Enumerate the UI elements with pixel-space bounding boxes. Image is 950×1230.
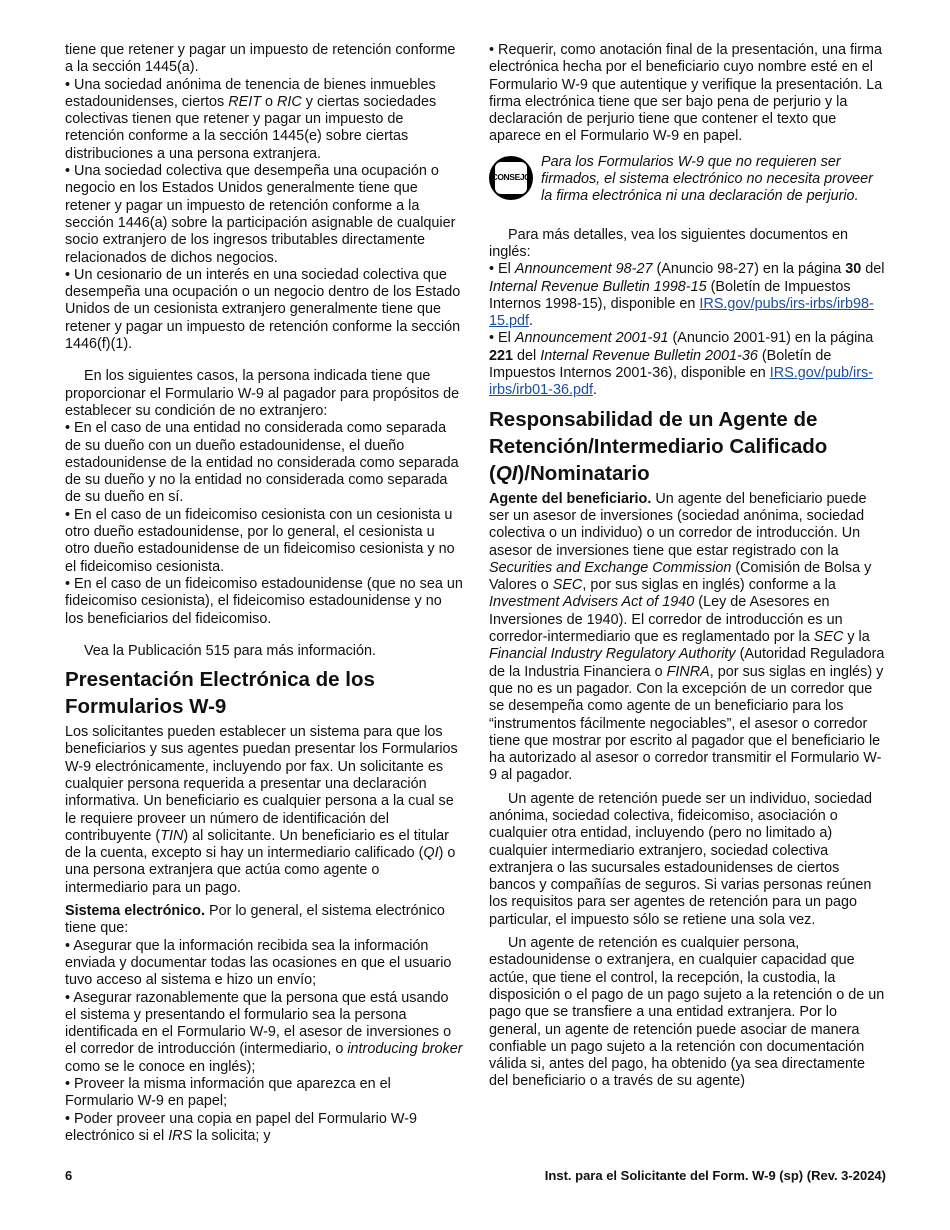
paragraph: Para más detalles, vea los siguientes documentos en inglés: xyxy=(489,226,848,260)
bullet-item: • En el caso de una entidad no considerada como separada de su dueño con un dueño estadounidense, el dueño estadounidense de la entidad no considerada como separada de su dueño y no la entidad no considerada como separada de su dueño en sí. xyxy=(65,420,463,506)
irb98-15-link[interactable]: IRS.gov/pubs/irs-irbs/irb98-15.pdf xyxy=(489,295,874,330)
paragraph: Agente del beneficiario. Un agente del beneficiario puede ser un asesor de inversiones (sociedad anónima, sociedad colectiva o un individuo) o un corredor de introducción. Un asesor de inversiones tiene que estar registrado con la Securities and Exchange Commission (Comisión de Bolsa y Valores o SEC, por sus siglas en inglés) conforme a la Investment Advisers Act of 1940 (Ley de Asesores en Inversiones de 1940). El corredor de introducción es un corredor-intermediario que es reglamentado por la SEC y la Financial Industry Regulatory Authority (Autoridad Reguladora de la Industria Financiera o FINRA, por sus siglas en inglés) y que no es un pagador. Con la excepción de un corredor que se desempeña como agente de un beneficiario para los “instrumentos fácilmente negociables”, el asesor o corredor tiene que mostrar por escrito al pagador que el beneficiario le ha autorizado al asesor o corredor transmitir el Formulario W-9 al pagador. xyxy=(489,490,885,784)
paragraph: Vea la Publicación 515 para más información. xyxy=(84,642,376,659)
paragraph: tiene que retener y pagar un impuesto de retención conforme a la sección 1445(a). xyxy=(65,42,456,76)
bullet-item: • Asegurar que la información recibida sea la información enviada y documentar todas las ocasiones en que el usuario tuvo acceso al sistema e hizo un envío; xyxy=(65,938,463,990)
tip-label: CONSEJO xyxy=(491,171,531,182)
paragraph: Los solicitantes pueden establecer un sistema para que los beneficiarios y sus agentes puedan presentar los Formularios W-9 electrónicamente, incluyendo por fax. Un solicitante es cualquier persona requerida a presentar una declaración informativa. Un beneficiario es cualquier persona a la cual se le requiere proveer un número de identificación del contribuyente (TIN) al solicitante. Un beneficiario es el titular de la cuenta, excepto si hay un intermediario calificado (QI) o una persona extranjera que actúa como agente o intermediario para un pago. xyxy=(65,724,458,896)
paragraph: Un agente de retención puede ser un individuo, sociedad anónima, sociedad colectiva, fideicomiso, asociación o cualquier otra entidad, incluyendo (pero no limitado a) cualquier intermediario extranjero, sociedad colectiva extranjera o las sucursales estadounidenses de ciertos bancos y compañías de seguros. Si varias personas reúnen los requisitos para ser agentes de retención para un pago particular, el impuesto sólo se retiene una sola vez. xyxy=(489,790,873,928)
bullet-item: • El Announcement 98-27 (Anuncio 98-27) en la página 30 del Internal Revenue Bulletin 1998-15 (Boletín de Impuestos Internos 1998-15), disponible en IRS.gov/pubs/irs-irbs/irb98-15.pdf. xyxy=(489,261,886,330)
bullet-item: • En el caso de un fideicomiso cesionista con un cesionista u otro dueño estadounidense, por lo general, el cesionista u otro dueño estadounidense de un fideicomiso cesionista y no el fideicomiso cesionista. xyxy=(65,507,463,576)
paragraph: En los siguientes casos, la persona indicada tiene que proporcionar el Formulario W-9 al pagador para propósitos de establecer su condición de no extranjero: xyxy=(65,368,460,419)
section-heading: Responsabilidad de un Agente de Retención/Intermediario Calificado (QI)/Nominatario xyxy=(489,407,828,485)
bullet-item: • Una sociedad colectiva que desempeña una ocupación o negocio en los Estados Unidos generalmente tiene que retener y pagar un impuesto de retención conforme a la sección 1446(a) sobre la participación asignable de cualquier socio extranjero de los ingresos tributables directamente relacionados de dichos negocios. xyxy=(65,163,463,267)
irb01-36-link[interactable]: IRS.gov/pub/irs-irbs/irb01-36.pdf xyxy=(489,365,873,399)
footer-title: Inst. para el Solicitante del Form. W-9 (sp) (Rev. 3-2024) xyxy=(544,1168,886,1183)
section-heading: Presentación Electrónica de los Formularios W-9 xyxy=(65,668,375,719)
tip-icon xyxy=(489,156,533,200)
tip-box xyxy=(489,154,886,206)
bullet-item: • Requerir, como anotación final de la presentación, una firma electrónica hecha por el beneficiario cuyo nombre esté en el Formulario W-9 que autentique y verifique la presentación. La firma electrónica tiene que ser bajo pena de perjurio y la declaración de perjurio tiene que contener el texto que aparece en el Formulario W-9 en papel. xyxy=(489,42,886,146)
bullet-item: • Proveer la misma información que aparezca en el Formulario W-9 en papel; xyxy=(65,1076,463,1111)
bullet-item: • El Announcement 2001-91 (Anuncio 2001-91) en la página 221 del Internal Revenue Bulletin 2001-36 (Boletín de Impuestos Internos 2001-36), disponible en IRS.gov/pub/irs-irbs/irb01-36.pdf. xyxy=(489,330,886,399)
bullet-item: • En el caso de un fideicomiso estadounidense (que no sea un fideicomiso cesionista), el fideicomiso estadounidense y no los beneficiarios del fideicomiso. xyxy=(65,576,463,628)
bullet-item: • Asegurar razonablemente que la persona que está usando el sistema y presentando el formulario sea la persona identificada en el Formulario W-9, el asesor de inversiones o el corredor de introducción (intermediario, o introducing broker como se le conoce en inglés); xyxy=(65,990,463,1076)
right-column xyxy=(489,42,886,1091)
bullet-item: • Poder proveer una copia en papel del Formulario W-9 electrónico si el IRS la solicita; y xyxy=(65,1111,463,1146)
paragraph: Sistema electrónico. Por lo general, el sistema electrónico tiene que: xyxy=(65,903,445,937)
left-column xyxy=(65,42,463,1145)
paragraph: Un agente de retención es cualquier persona, estadounidense o extranjera, en cualquier capacidad que actúe, que tiene el control, la recepción, la custodia, la disposición o el pago de un pago sujeto a la retención o de un pago que se transfiere a una entidad extranjera. Por lo general, un agente de retención puede asociar de manera confiable un pago sujeto a la retención con documentación válida si, antes del pago, ha obtenido (ya sea directamente del beneficiario o a través de su agente) xyxy=(489,935,885,1090)
page-number: 6 xyxy=(65,1168,73,1183)
bullet-item: • Una sociedad anónima de tenencia de bienes inmuebles estadounidenses, ciertos REIT o RIC y ciertas sociedades colectivas tienen que retener y pagar un impuesto de retención conforme a la sección 1445(e) sobre ciertas distribuciones a una persona extranjera. xyxy=(65,77,463,163)
tip-text: Para los Formularios W-9 que no requieren ser firmados, el sistema electrónico no necesita proveer la firma electrónica ni una declaración de perjurio. xyxy=(541,153,873,205)
bullet-item: • Un cesionario de un interés en una sociedad colectiva que desempeña una ocupación o un negocio dentro de los Estado Unidos de un cesionista extranjero generalmente tiene que retener y pagar un impuesto de retención conforme la sección 1446(f)(1). xyxy=(65,267,463,353)
